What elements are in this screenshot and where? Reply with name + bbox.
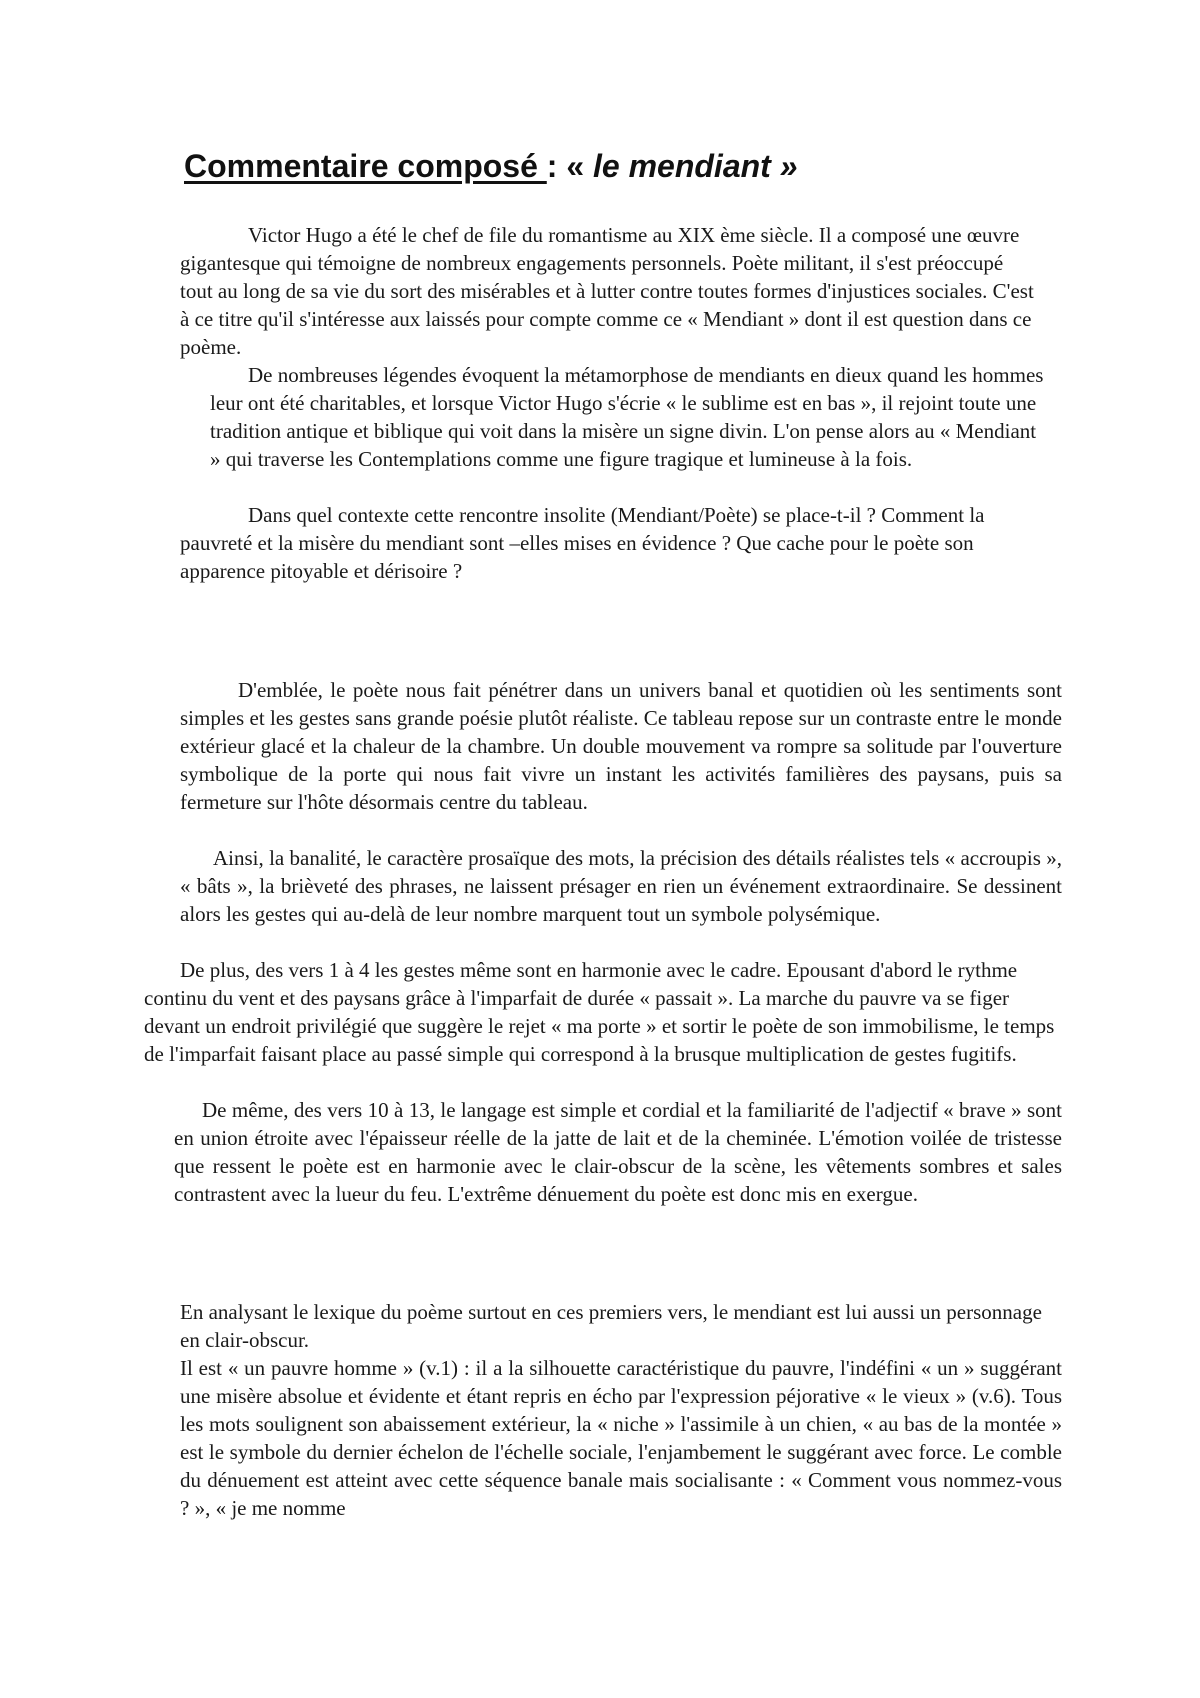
paragraph-intro-legends: De nombreuses légendes évoquent la métamorphose de mendiants en dieux quand les hommes leur ont été charitables, et lorsque Victor Hugo s'écrie « le sublime est en bas », il rejoint toute une tradition antique et biblique qui voit dans la misère un signe divin. L'on pense alors au « Mendiant » qui traverse les Contemplations comme une figure tragique et lumineuse à la fois. <box>210 363 1044 471</box>
paragraph-lexicon: En analysant le lexique du poème surtout en ces premiers vers, le mendiant est lui aussi un personnage en clair-obscur. <box>180 1300 1042 1352</box>
page-title <box>184 146 798 186</box>
paragraph-intro-author: Victor Hugo a été le chef de file du romantisme au XIX ème siècle. Il a composé une œuvre gigantesque qui témoigne de nombreux engagements personnels. Poète militant, il s'est préoccupé tout au long de sa vie du sort des misérables et à lutter contre toutes formes d'injustices sociales. C'est à ce titre qu'il s'intéresse aux laissés pour compte comme ce « Mendiant » dont il est question dans ce poème. <box>180 223 1034 359</box>
title-subject: le mendiant » <box>593 148 798 184</box>
paragraph-prosaic-words: Ainsi, la banalité, le caractère prosaïque des mots, la précision des détails réalistes tels « accroupis », « bâts », la brièveté des phrases, ne laissent présager en rien un événement extraordinaire. Se dessinent alors les gestes qui au-delà de leur nombre marquent tout un symbole polysémique. <box>180 846 1062 926</box>
title-colon: : « <box>546 148 593 184</box>
title-main: Commentaire composé <box>184 148 547 184</box>
paragraph-problematic: Dans quel contexte cette rencontre insolite (Mendiant/Poète) se place-t-il ? Comment la pauvreté et la misère du mendiant sont –elles mises en évidence ? Que cache pour le poète son apparence pitoyable et dérisoire ? <box>180 503 985 583</box>
paragraph-verses-1-4: De plus, des vers 1 à 4 les gestes même sont en harmonie avec le cadre. Epousant d'abord le rythme continu du vent et des paysans grâce à l'imparfait de durée « passait ». La marche du pauvre va se figer devant un endroit privilégié que suggère le rejet « ma porte » et sortir le poète de son immobilisme, le temps de l'imparfait faisant place au passé simple qui correspond à la brusque multiplication de gestes fugitifs. <box>144 958 1055 1066</box>
paragraph-poor-man: Il est « un pauvre homme » (v.1) : il a la silhouette caractéristique du pauvre, l'indéfini « un » suggérant une misère absolue et évidente et étant repris en écho par l'expression péjorative « le vieux » (v.6). Tous les mots soulignent son abaissement extérieur, la « niche » l'assimile à un chien, « au bas de la montée » est le symbole du dernier échelon de l'échelle sociale, l'enjambement le suggérant avec force. Le comble du dénuement est atteint avec cette séquence banale mais socialisante : « Comment vous nommez-vous ? », « je me nomme <box>180 1356 1062 1520</box>
paragraph-verses-10-13: De même, des vers 10 à 13, le langage est simple et cordial et la familiarité de l'adjectif « brave » sont en union étroite avec l'épaisseur réelle de la jatte de lait et de la cheminée. L'émotion voilée de tristesse que ressent le poète est en harmonie avec le clair-obscur de la scène, les vêtements sombres et sales contrastent avec la lueur du feu. L'extrême dénuement du poète est donc mis en exergue. <box>174 1098 1062 1206</box>
paragraph-banal-universe: D'emblée, le poète nous fait pénétrer dans un univers banal et quotidien où les sentiments sont simples et les gestes sans grande poésie plutôt réaliste. Ce tableau repose sur un contraste entre le monde extérieur glacé et la chaleur de la chambre. Un double mouvement va rompre sa solitude par l'ouverture symbolique de la porte qui nous fait vivre un instant les activités familières des paysans, puis sa fermeture sur l'hôte désormais centre du tableau. <box>180 678 1062 814</box>
